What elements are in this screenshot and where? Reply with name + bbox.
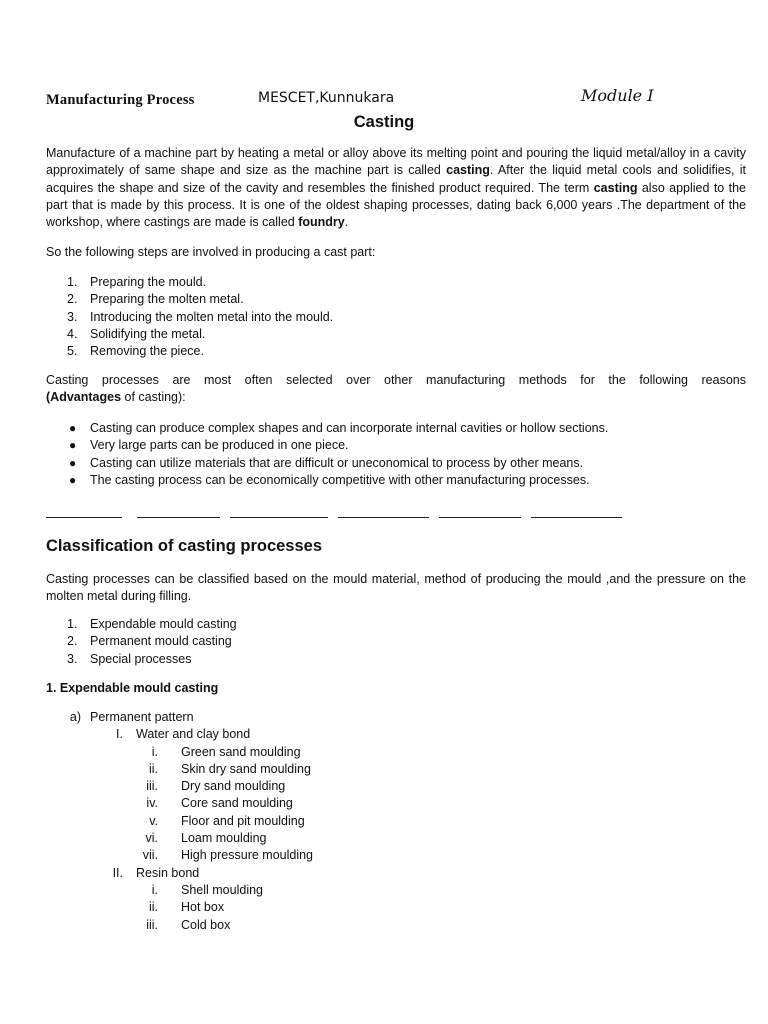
tree-item: v. Floor and pit moulding — [149, 813, 305, 828]
bullet-icon: ● — [69, 421, 77, 435]
list-item: 2. Permanent mould casting — [67, 634, 232, 649]
list-item: ● Casting can utilize materials that are difficult or uneconomical to process by other means. — [46, 455, 746, 472]
advantages-list — [46, 420, 746, 489]
page-title: Casting — [353, 113, 415, 131]
blank-line — [531, 505, 622, 518]
classification-list — [46, 616, 746, 668]
list-item: ● Very large parts can be produced in one piece. — [46, 437, 746, 454]
tree-item: iv. Core sand moulding — [146, 796, 293, 811]
intro-paragraph: Manufacture of a machine part by heating a metal or alloy above its melting point and pouring the liquid metal/alloy in a cavity approximately of same shape and size as the machine part is called casting. After the liquid metal cools and solidifies, it acquires the shape and size of the cavity and resembles the finished product required. The term casting also applied to the part that is made by this process. It is one of the oldest shaping processes, dating back 6,000 years .The department of the workshop, where castings are made is called foundry. — [46, 146, 746, 230]
tree-item: vi. Loam moulding — [145, 831, 267, 846]
classification-intro: Casting processes can be classified based on the mould material, method of producing the mould ,and the pressure on the molten metal during filling. — [46, 572, 746, 604]
classification-tree — [46, 709, 746, 934]
tree-item: I. Water and clay bond — [116, 727, 251, 742]
blank-line — [338, 505, 429, 518]
section-heading: Classification of casting processes — [46, 537, 323, 555]
tree-item: ii. Skin dry sand moulding — [148, 761, 311, 776]
list-item: 4. Solidifying the metal. — [67, 326, 206, 341]
list-item: 3. Special processes — [67, 651, 192, 666]
steps-list — [46, 274, 746, 360]
tree-item: i. Shell moulding — [151, 882, 263, 897]
list-item: 1. Expendable mould casting — [67, 617, 237, 631]
list-item: 3. Introducing the molten metal into the mould. — [67, 309, 334, 324]
tree-item: iii. Cold box — [146, 917, 231, 932]
advantages-intro: Casting processes are most often selected over other manufacturing methods for the following reasons (Advantages of casting): — [46, 373, 746, 405]
list-item: ● The casting process can be economically competitive with other manufacturing processes. — [46, 472, 746, 489]
keyword-casting: casting — [446, 163, 490, 178]
header-module: Module I — [581, 86, 654, 105]
list-item: 2. Preparing the molten metal. — [67, 292, 244, 307]
tree-item: iii. Dry sand moulding — [146, 779, 286, 794]
tree-item: vii. High pressure moulding — [142, 848, 314, 863]
keyword-advantages: Advantages — [50, 390, 122, 405]
list-item: 5. Removing the piece. — [67, 344, 204, 359]
header-institution: MESCET,Kunnukara — [258, 90, 395, 106]
bullet-icon: ● — [69, 472, 77, 487]
list-item: 1. Preparing the mould. — [67, 275, 207, 289]
bullet-icon: ● — [69, 455, 77, 470]
keyword-casting-term: casting — [593, 180, 638, 195]
steps-intro: So the following steps are involved in producing a cast part: — [46, 245, 376, 259]
header-subject: Manufacturing Process — [46, 92, 195, 108]
blank-line — [439, 505, 521, 518]
page-header — [46, 88, 746, 110]
tree-item: i. Green sand moulding — [151, 744, 301, 759]
blank-line — [46, 505, 122, 518]
tree-item: a) Permanent pattern — [69, 710, 194, 724]
tree-item: II. Resin bond — [112, 865, 200, 880]
bullet-icon: ● — [69, 438, 77, 453]
blank-line — [137, 505, 220, 518]
tree-item: ii. Hot box — [148, 900, 225, 915]
subsection-heading: 1. Expendable mould casting — [46, 681, 219, 695]
blank-line — [230, 505, 328, 518]
keyword-foundry: foundry — [298, 215, 345, 230]
list-item: ● Casting can produce complex shapes and can incorporate internal cavities or hollow sections. — [46, 420, 746, 437]
